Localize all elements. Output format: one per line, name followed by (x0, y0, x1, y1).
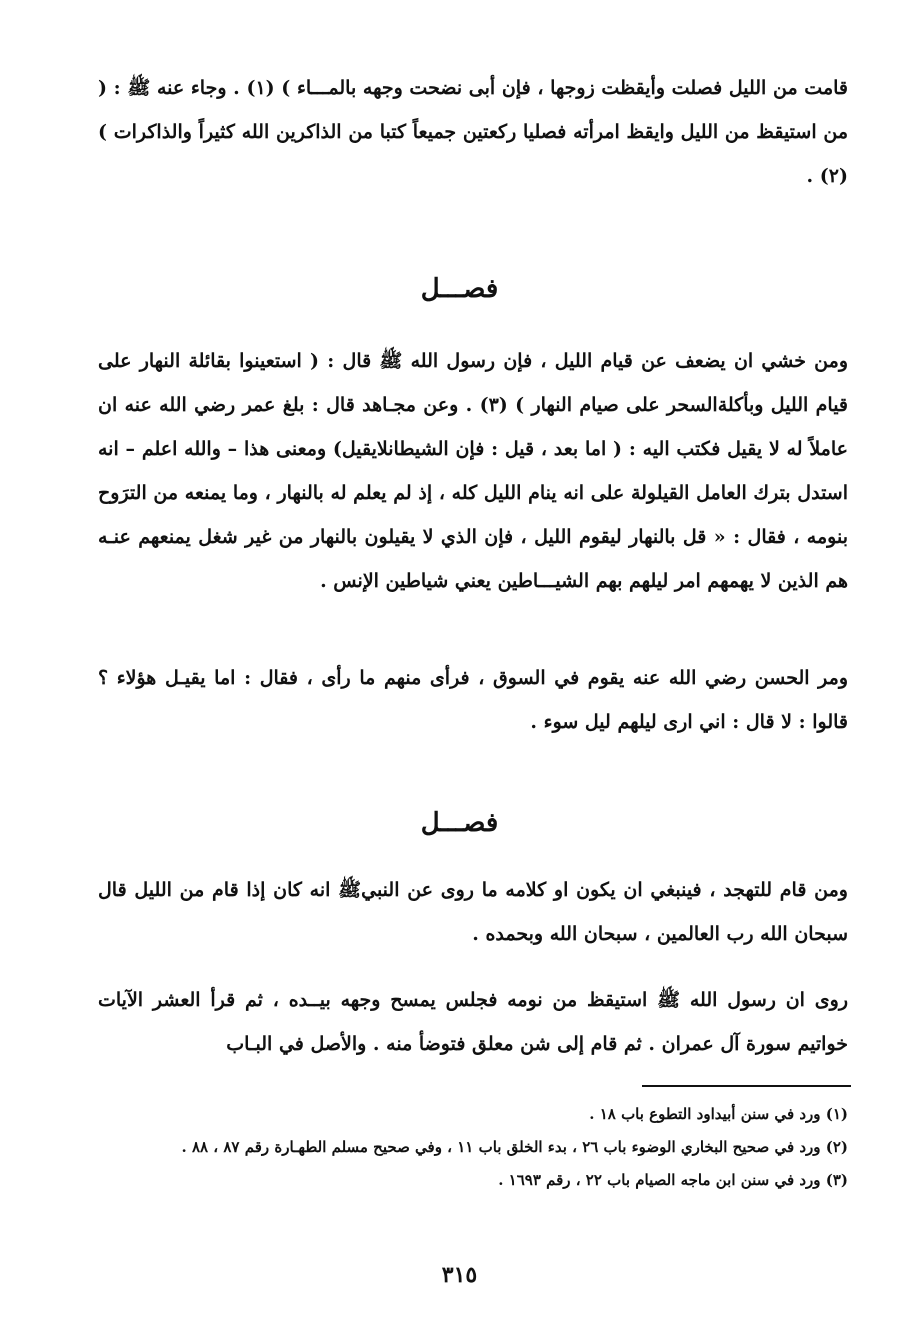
paragraph-hasan: ومر الحسن رضي الله عنه يقوم في السوق ، فرأى منهم ما رأى ، فقال : اما يقيـل هؤلاء ؟ قالوا : لا قال : اني ارى ليلهم ليل سوء . (98, 667, 848, 733)
paragraph-opening: قامت من الليل فصلت وأيقظت زوجها ، فإن أبى نضحت وجهه بالمـــاء ) (١) . وجاء عنه ﷺ : ( من استيقظ من الليل وايقظ امرأته فصليا ركعتين جميعاً كتبا من الذاكرين الله كثيراً والذاكرات ) (٢) . (98, 77, 848, 187)
paragraph-tahajjud: ومن قام للتهجد ، فينبغي ان يكون او كلامه ما روى عن النبيﷺ انه كان إذا قام من الليل قال سبحان الله رب العالمين ، سبحان الله وبحمده . (98, 879, 848, 945)
section-heading-2: فصـــل (420, 808, 499, 838)
footnote-divider (642, 1085, 851, 1087)
paragraph-night-prayer-strength: ومن خشي ان يضعف عن قيام الليل ، فإن رسول الله ﷺ قال : ( استعينوا بقائلة النهار على قيام الليل وبأكلةالسحر على صيام النهار ) (٣) . وعن مجـاهد قال : بلغ عمر رضي الله عنه ان عاملاً له لا يقيل فكتب اليه : ( اما بعد ، قيل : فإن الشيطانلايقيل) ومعنى هذا – والله اعلم – انه استدل بترك العامل القيلولة على انه ينام الليل كله ، إذ لم يعلم له بالنهار ، وما يمنعه من الترَوح بنومه ، فقال : « قل بالنهار ليقوم الليل ، فإن الذي لا يقيلون بالنهار من غير شغل يمنعهم عنـه هم الذين لا يهمهم امر ليلهم بهم الشيـــاطين يعني شياطين الإنس . (98, 350, 849, 592)
footnote-2: (٢) ورد في صحيح البخاري الوضوء باب ٢٦ ، بدء الخلق باب ١١ ، وفي صحيح مسلم الطهـارة رقم ٨٧ ، ٨٨ . (181, 1138, 848, 1156)
footnotes (98, 1098, 848, 1197)
page-number: ٣١٥ (441, 1262, 478, 1288)
footnote-3: (٣) ورد في سنن ابن ماجه الصيام باب ٢٢ ، رقم ١٦٩٣ . (498, 1171, 848, 1189)
paragraph-prophet-awakening: روى ان رسول الله ﷺ استيقظ من نومه فجلس يمسح وجهه بيــده ، ثم قرأ العشر الآيات خواتيم سورة آل عمران . ثم قام إلى شن معلق فتوضأ منه . والأصل في البـاب (98, 989, 848, 1055)
footnote-1: (١) ورد في سنن أبيداود التطوع باب ١٨ . (589, 1105, 848, 1123)
section-heading-1: فصـــل (420, 274, 499, 304)
